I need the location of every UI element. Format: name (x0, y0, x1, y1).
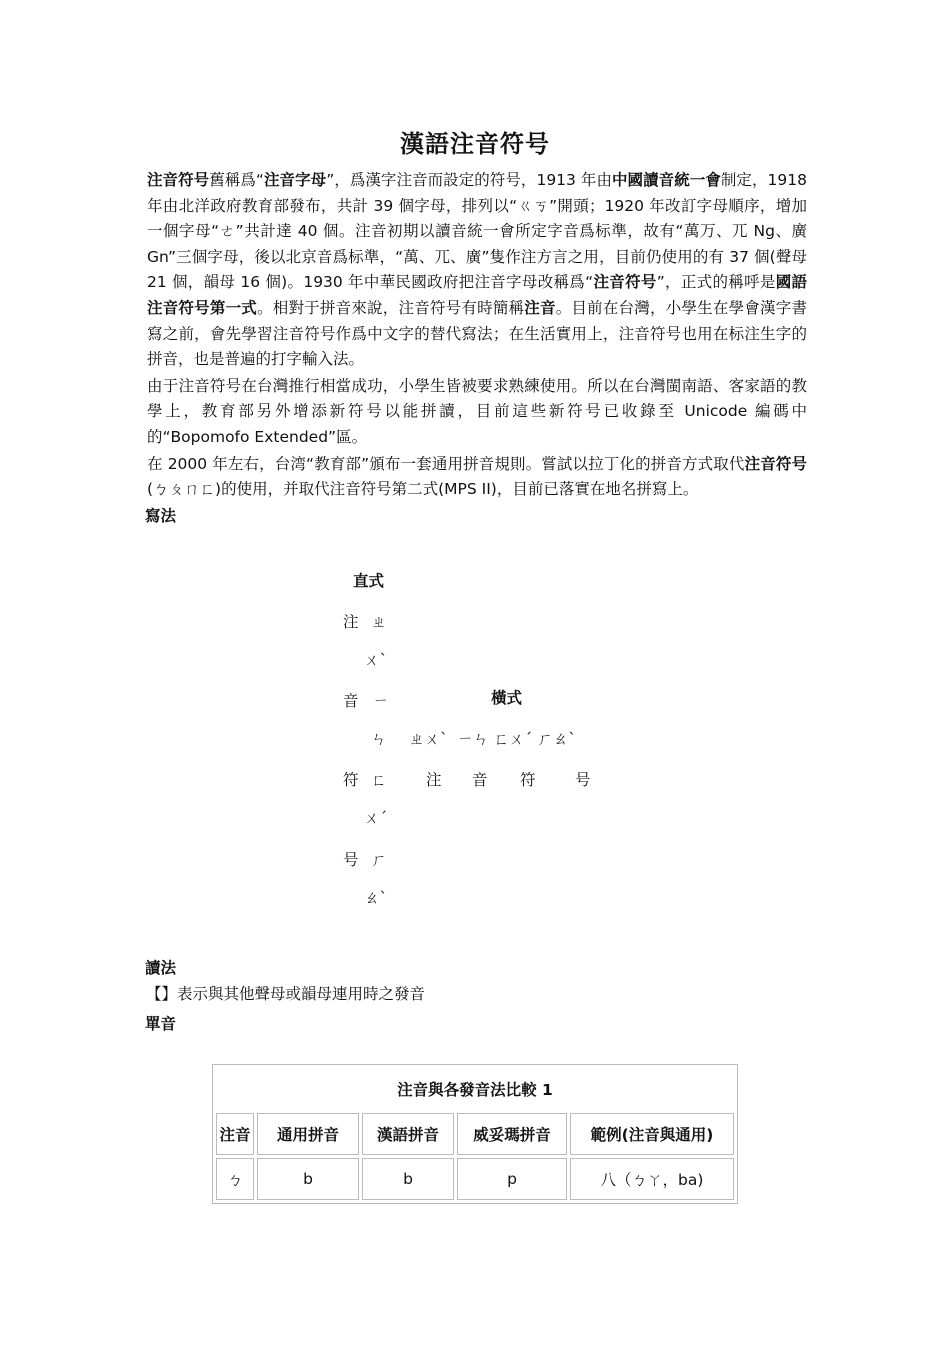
table-cell: b (257, 1158, 359, 1200)
vertical-char: 音 (343, 692, 359, 710)
column-header: 範例(注音與通用) (570, 1113, 734, 1155)
bold-term: 注音字母 (263, 171, 327, 189)
table-cell: p (457, 1158, 567, 1200)
vertical-zhuyin: ㄓ (371, 613, 387, 631)
section-heading-writing: 寫法 (145, 507, 177, 525)
bold-term: 中國讀音統一會 (612, 171, 721, 189)
vertical-char: 符 (343, 771, 359, 789)
horizontal-char: 音 (472, 771, 488, 789)
bold-term: 注音符号 (593, 273, 657, 292)
bold-term: 注音符号 (744, 454, 807, 473)
section-heading-single: 單音 (145, 1015, 177, 1033)
column-header: 注音 (216, 1113, 254, 1155)
text-run: 在 2000 年左右，台湾“教育部”頒布一套通用拼音規則。嘗試以拉丁化的拼音方式取代 (147, 454, 745, 473)
page-title: 漢語注音符号 (400, 130, 550, 158)
comparison-table (212, 1064, 738, 1204)
vertical-zhuyin: ㄨˊ (364, 809, 388, 827)
vertical-zhuyin: ㄈ (371, 771, 387, 789)
vertical-zhuyin: ㄠˋ (364, 889, 388, 907)
table-cell: ㄅ (216, 1158, 254, 1200)
horizontal-char: 号 (575, 771, 591, 789)
table-caption-row (216, 1068, 734, 1110)
horizontal-char: 符 (520, 771, 536, 789)
intro-text (147, 168, 807, 504)
horizontal-char: 注 (426, 771, 442, 789)
bold-term: 注音符号 (147, 171, 210, 189)
column-header: 通用拼音 (257, 1113, 359, 1155)
vertical-zhuyin: ㄏ (371, 851, 387, 869)
text-run: (ㄅㄆㄇㄈ)的使用，并取代注音符号第二式(MPS II)，目前已落實在地名拼寫上。 (147, 480, 699, 499)
horizontal-zhuyin: ㄓㄨˋ ㄧㄣ ㄈㄨˊ ㄏㄠˋ (409, 730, 576, 748)
vertical-label: 直式 (353, 572, 385, 590)
text-run: ”，爲漢字注音而設定的符号，1913 年由 (326, 171, 612, 189)
table-cell: b (362, 1158, 454, 1200)
text-run: 。相對于拼音來說，注音符号有時簡稱 (257, 298, 525, 317)
vertical-char: 号 (343, 851, 359, 869)
column-header: 漢語拼音 (362, 1113, 454, 1155)
bold-term: 注音 (524, 298, 556, 317)
column-header: 威妥瑪拼音 (457, 1113, 567, 1155)
vertical-zhuyin: ㄨˋ (364, 651, 388, 669)
paragraph-2: 由于注音符号在台灣推行相當成功，小學生皆被要求熟練使用。所以在台灣閩南語、客家語的教學上，教育部另外增添新符号以能拼讀，目前這些新符号已收錄至 Unicode 編碼中的“Bopomofo Extended”區。 (147, 376, 807, 446)
text-run: ”，正式的稱呼是 (656, 273, 776, 292)
text-run: 。目前在台灣，小學生在學會漢字書寫之前，會先學習注音符号作爲中文字的替代寫法；在生活實用上，注音符号也用在标注生字的拼音，也是普遍的打字輸入法。 (147, 298, 807, 369)
vertical-zhuyin: ㄧ (373, 692, 389, 710)
pronunciation-note: 【】表示與其他聲母或韻母連用時之發音 (146, 985, 426, 1003)
text-run: 舊稱爲“ (209, 171, 264, 189)
table-row (216, 1158, 734, 1200)
section-heading-reading: 讀法 (145, 959, 177, 977)
bold-term: 國語注音符号第一式 (147, 273, 807, 317)
table-cell: 八（ㄅㄚ，ba) (570, 1158, 734, 1200)
table-caption: 注音與各發音法比較 1 (397, 1081, 553, 1099)
vertical-zhuyin: ㄣ (371, 730, 387, 748)
table-header-row (216, 1113, 734, 1155)
paragraph-3 (147, 452, 807, 503)
text-run: 制定，1918 年由北洋政府教育部發布，共計 39 個字母，排列以“ㄍㄎ”開頭；1920 年改訂字母順序，增加一個字母“ㄜ”共計達 40 個。注音初期以讀音統一會所定字音爲标準，故有“萬ㄪ、兀 Ng、廣 Gn”三個字母，後以北京音爲标準，“萬、兀、廣”隻作注方言之用，目前仍使用的有 37 個(聲母 21 個，韻母 16 個)。1930 年中華民國政府把注音字母改稱爲“ (147, 171, 807, 292)
vertical-char: 注 (343, 613, 359, 631)
horizontal-label: 橫式 (491, 689, 523, 707)
paragraph-1 (147, 168, 807, 373)
